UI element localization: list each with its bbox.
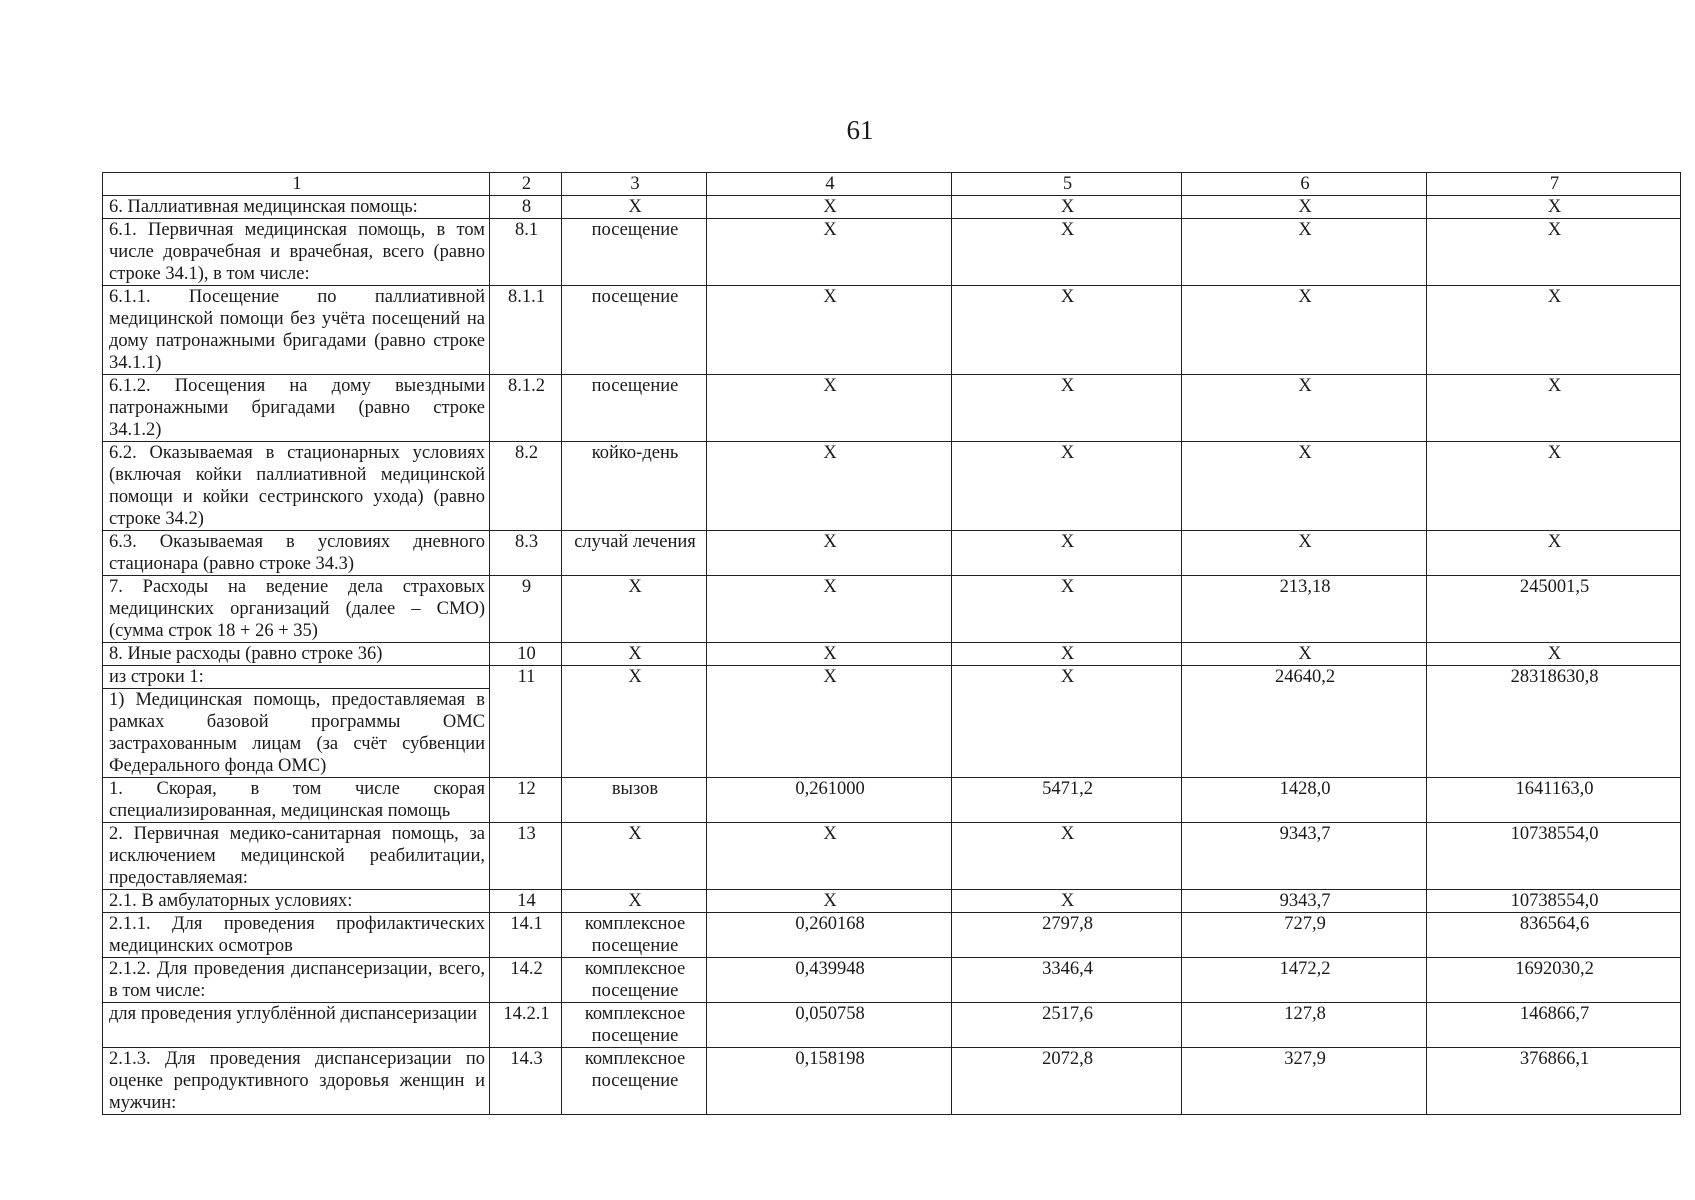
row-col6: X [1182,375,1427,442]
row-unit: посещение [562,286,707,375]
row-unit: X [562,576,707,643]
row-col7: 10738554,0 [1427,890,1681,913]
header-cell: 6 [1182,173,1427,196]
row-number: 14.2.1 [490,1003,562,1048]
row-col6: X [1182,196,1427,219]
table-row [103,531,1681,576]
row-name: 2.1. В амбулаторных условиях: [103,890,490,913]
row-col4: 0,261000 [707,778,952,823]
row-number: 9 [490,576,562,643]
row-number: 8 [490,196,562,219]
table-row [103,1048,1681,1115]
row-unit: X [562,823,707,890]
row-col4: 0,158198 [707,1048,952,1115]
row-name: 8. Иные расходы (равно строке 36) [103,643,490,666]
row-col4: 0,050758 [707,1003,952,1048]
table-row [103,196,1681,219]
row-col5: X [952,890,1182,913]
row-col4: X [707,643,952,666]
row-col6: 24640,2 [1182,666,1427,778]
row-unit: случай лечения [562,531,707,576]
row-col6: 213,18 [1182,576,1427,643]
row-name: 6.1.2. Посещения на дому выездными патронажными бригадами (равно строке 34.1.2) [103,375,490,442]
row-col4: X [707,890,952,913]
row-name: 2.1.1. Для проведения профилактических медицинских осмотров [103,913,490,958]
page-number: 61 [846,115,874,145]
table-row [103,666,1681,689]
row-unit: вызов [562,778,707,823]
table-row [103,913,1681,958]
table-row [103,958,1681,1003]
row-col7: X [1427,442,1681,531]
row-unit: посещение [562,219,707,286]
row-col5: X [952,823,1182,890]
table-row [103,643,1681,666]
header-row [103,173,1681,196]
row-col6: X [1182,643,1427,666]
row-col6: X [1182,286,1427,375]
row-col7: 146866,7 [1427,1003,1681,1048]
row-unit: койко-день [562,442,707,531]
row-number: 8.3 [490,531,562,576]
row-name: для проведения углублённой диспансеризации [103,1003,490,1048]
row-col5: 3346,4 [952,958,1182,1003]
table-row [103,219,1681,286]
table-row [103,1003,1681,1048]
row-name: из строки 1: [103,666,490,689]
row-col5: 5471,2 [952,778,1182,823]
table-row [103,778,1681,823]
row-unit: комплексное посещение [562,1048,707,1115]
row-col5: 2517,6 [952,1003,1182,1048]
row-col4: 0,260168 [707,913,952,958]
row-number: 12 [490,778,562,823]
row-unit: X [562,196,707,219]
row-col5: X [952,375,1182,442]
row-col7: X [1427,196,1681,219]
row-col5: X [952,643,1182,666]
row-col6: 727,9 [1182,913,1427,958]
table-row [103,890,1681,913]
row-col6: X [1182,442,1427,531]
row-col7: X [1427,375,1681,442]
row-col4: X [707,531,952,576]
row-col6: X [1182,531,1427,576]
row-col5: X [952,576,1182,643]
row-col6: 9343,7 [1182,890,1427,913]
row-col6: 1428,0 [1182,778,1427,823]
table-row [103,375,1681,442]
row-col6: 127,8 [1182,1003,1427,1048]
row-name: 6.1.1. Посещение по паллиативной медицинской помощи без учёта посещений на дому патронажными бригадами (равно строке 34.1.1) [103,286,490,375]
row-unit: X [562,890,707,913]
row-name: 7. Расходы на ведение дела страховых медицинских организаций (далее – СМО) (сумма строк 18 + 26 + 35) [103,576,490,643]
row-unit: X [562,643,707,666]
row-col5: X [952,442,1182,531]
row-col4: X [707,286,952,375]
row-number: 10 [490,643,562,666]
row-col6: 1472,2 [1182,958,1427,1003]
row-col4: X [707,219,952,286]
row-col7: X [1427,286,1681,375]
row-col5: X [952,196,1182,219]
row-name: 1) Медицинская помощь, предоставляемая в рамках базовой программы ОМС застрахованным лицам (за счёт субвенции Федерального фонда ОМС) [103,689,490,778]
row-number: 14.3 [490,1048,562,1115]
row-col4: X [707,823,952,890]
row-number: 8.1 [490,219,562,286]
row-unit: комплексное посещение [562,958,707,1003]
row-name: 2.1.2. Для проведения диспансеризации, всего, в том числе: [103,958,490,1003]
row-col5: X [952,666,1182,778]
row-number: 14.1 [490,913,562,958]
row-name: 6.1. Первичная медицинская помощь, в том числе доврачебная и врачебная, всего (равно строке 34.1), в том числе: [103,219,490,286]
row-col5: X [952,286,1182,375]
row-number: 13 [490,823,562,890]
row-name: 6. Паллиативная медицинская помощь: [103,196,490,219]
row-number: 14 [490,890,562,913]
row-unit: X [562,666,707,778]
row-name: 2.1.3. Для проведения диспансеризации по оценке репродуктивного здоровья женщин и мужчин: [103,1048,490,1115]
row-col7: 10738554,0 [1427,823,1681,890]
row-col6: 327,9 [1182,1048,1427,1115]
header-cell: 2 [490,173,562,196]
row-col5: X [952,219,1182,286]
row-name: 2. Первичная медико-санитарная помощь, за исключением медицинской реабилитации, предоставляемая: [103,823,490,890]
row-col6: 9343,7 [1182,823,1427,890]
row-col5: 2797,8 [952,913,1182,958]
table-row [103,823,1681,890]
table-row [103,442,1681,531]
row-number: 8.2 [490,442,562,531]
row-col5: X [952,531,1182,576]
row-col7: 245001,5 [1427,576,1681,643]
row-col4: X [707,576,952,643]
row-col4: X [707,196,952,219]
table-row [103,286,1681,375]
row-name: 6.2. Оказываемая в стационарных условиях (включая койки паллиативной медицинской помощи и койки сестринского ухода) (равно строке 34.2) [103,442,490,531]
row-col5: 2072,8 [952,1048,1182,1115]
report-table [102,172,1681,1115]
table-row [103,576,1681,643]
row-unit: комплексное посещение [562,913,707,958]
row-number: 11 [490,666,562,778]
row-unit: комплексное посещение [562,1003,707,1048]
row-col7: 28318630,8 [1427,666,1681,778]
header-cell: 4 [707,173,952,196]
row-name: 1. Скорая, в том числе скорая специализированная, медицинская помощь [103,778,490,823]
header-cell: 7 [1427,173,1681,196]
row-col4: X [707,666,952,778]
row-col7: 1692030,2 [1427,958,1681,1003]
row-number: 8.1.1 [490,286,562,375]
row-col7: 376866,1 [1427,1048,1681,1115]
row-col7: 836564,6 [1427,913,1681,958]
header-cell: 3 [562,173,707,196]
row-col4: 0,439948 [707,958,952,1003]
row-unit: посещение [562,375,707,442]
row-col7: X [1427,643,1681,666]
row-col4: X [707,442,952,531]
row-number: 14.2 [490,958,562,1003]
row-name: 6.3. Оказываемая в условиях дневного стационара (равно строке 34.3) [103,531,490,576]
row-col7: X [1427,219,1681,286]
row-col7: X [1427,531,1681,576]
row-number: 8.1.2 [490,375,562,442]
header-cell: 5 [952,173,1182,196]
row-col6: X [1182,219,1427,286]
header-cell: 1 [103,173,490,196]
row-col7: 1641163,0 [1427,778,1681,823]
row-col4: X [707,375,952,442]
